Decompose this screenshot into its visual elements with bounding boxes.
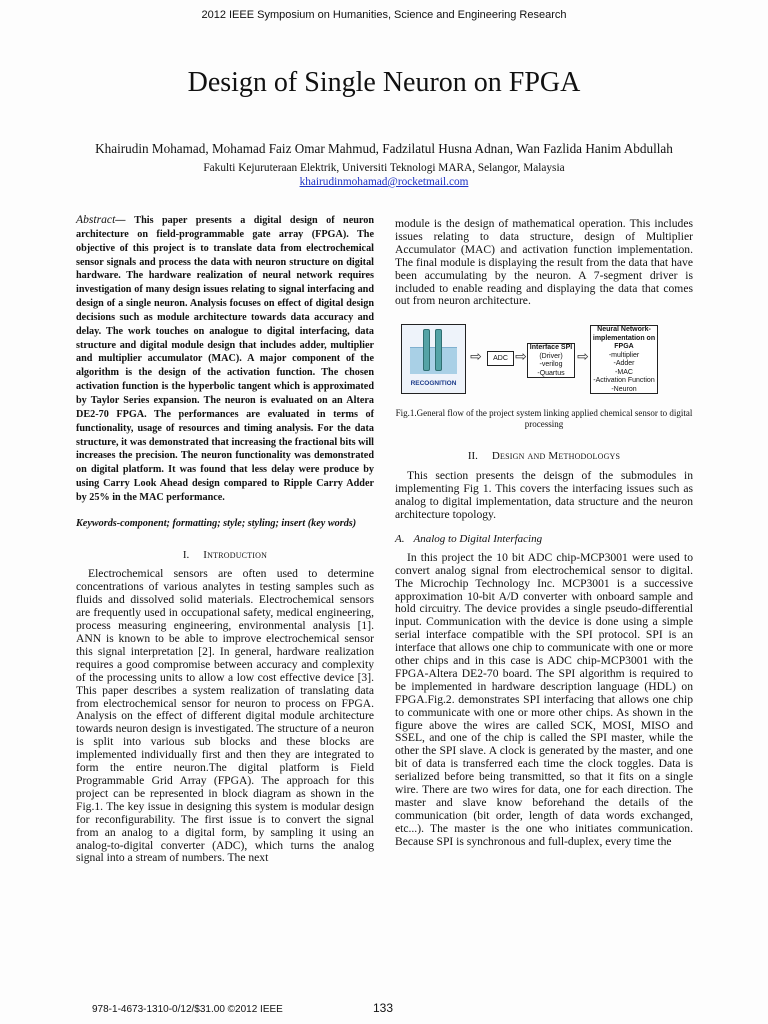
electrode-icon	[423, 329, 430, 371]
section-number: I.	[182, 548, 190, 561]
nn-line: implementation on	[592, 334, 656, 342]
neural-network-box	[590, 325, 658, 394]
interface-line: Interface SPI	[529, 344, 573, 352]
electrode-icon	[435, 329, 442, 371]
nn-line: -Adder	[613, 360, 635, 368]
subsection-a-paragraph: In this project the 10 bit ADC chip-MCP3001 were used to convert analog signal from electrochemical sensor to digital. The Microchip Technology Inc. MCP3001 is a successive approximation 10-bit A/D converter with onboard sample and hold circuitry. The device provides a single pseudo-differential input. Communication with the device is done using a simple serial interface compatible with the SPI protocol. SPI is an interface that allows one chip to communicate with one or more other chips and in this case is ADC chip-MCP3001 with the FPGA-Altera DE2-70 board. The SPI algorithm is required to be implemented in hardware description language (HDL) on FPGA.Fig.2. demonstrates SPI interfacing that allows one chip to communicate with one or more other chips. As shown in the figure above the wires are called SCK, MOSI, MISO and SSEL, and one of the chip is called the SPI master, while the other the SPI slave. A clock is generated by the master, and one bit of data is transferred each time the clock toggles. Data is serialized before being transmitted, so that it fits on a single wire. There are two wires for data, one for each direction. The master and slave know beforehand the details of the communication (bit order, length of data words exchanged, etc...). The master is the one who initiates communication. Because SPI is synchronous and full-duplex, every time the	[395, 550, 693, 848]
abstract-label: Abstract	[76, 213, 116, 226]
conference-header: 2012 IEEE Symposium on Humanities, Science and Engineering Research	[201, 9, 567, 21]
subsection-heading	[395, 533, 693, 546]
arrow-right-icon: ⇨	[515, 349, 527, 366]
adc-label: ADC	[493, 355, 508, 363]
arrow-right-icon: ⇨	[577, 349, 589, 366]
author-list: Khairudin Mohamad, Mohamad Faiz Omar Mahmud, Fadzilatul Husna Adnan, Wan Fazlida Hanim Abdullah	[95, 141, 673, 156]
arrow-right-icon: ⇨	[470, 349, 482, 366]
keywords: Keywords-component; formatting; style; styling; insert (key words)	[76, 517, 357, 529]
subsection-letter: A.	[395, 532, 405, 545]
author-email-link[interactable]: khairudinmohamad@rocketmail.com	[299, 176, 469, 188]
nn-line: -MAC	[615, 368, 633, 376]
subsection-title: Analog to Digital Interfacing	[413, 532, 543, 545]
adc-box	[487, 351, 514, 366]
nn-line: -Neuron	[611, 385, 637, 393]
nn-line: Neural Network-	[597, 326, 651, 334]
footer-isbn: 978-1-4673-1310-0/12/$31.00 ©2012 IEEE	[92, 1004, 283, 1015]
nn-line: -Activation Function	[593, 377, 655, 385]
interface-line: (Driver)	[539, 352, 563, 360]
section-title: Design and Methodologys	[491, 450, 621, 463]
abstract	[76, 214, 374, 505]
nn-line: FPGA	[614, 343, 634, 351]
interface-spi-box	[527, 343, 575, 378]
interface-line: -Quartus	[537, 369, 565, 377]
paper-title: Design of Single Neuron on FPGA	[187, 67, 581, 98]
beaker-liquid	[410, 347, 457, 374]
figure-1-block-diagram	[397, 324, 693, 394]
abstract-dash: —	[115, 215, 126, 226]
abstract-text: This paper presents a digital design of neuron architecture on field-programmable gate array (FPGA). The objective of this project is to translate data from electrochemical sensor signals and process the data with neuron structure on digital hardware. The hardware realization of neural network requires investigation of many design issues relating to signal interfacing and design of a single neuron. Analysis focuses on effect of digital design decisions such as module architecture towards data accuracy and delay. The work touches on analogue to digital interfacing, data structure and digital module design that includes adder, multiplier and multiplier accumulator (MAC). A major component of the algorithm is the design of the activation function. The chosen activation function is the hyperbolic tangent which is approximated by Taylor Series expansion. The neuron is evaluated on an Altera DE2-70 FPGA. The performances are evaluated in terms of functionality, usage of resources and timing analysis. For the data structure, it was demonstrated that increasing the fractional bits will increases the precision. The neuron functionality was demonstrated on digital platform. It was found that less delay were produce by using Carry Look Ahead design compared to Ripple Carry Adder by 25% in the MAC performance.	[76, 215, 374, 503]
intro-continued-paragraph: module is the design of mathematical operation. This includes issues relating to data structure, design of Multiplier Accumulator (MAC) and activation function implementation. The final module is displaying the result from the data that have been accumulating by the neuron. A 7-segment driver is included to enable reading and displaying the data that comes out from neuron architecture.	[395, 217, 693, 308]
affiliation: Fakulti Kejuruteraan Elektrik, Universiti Teknologi MARA, Selangor, Malaysia	[203, 162, 565, 174]
introduction-paragraph: Electrochemical sensors are often used to determine concentrations of various analytes in testing samples such as fluids and dissolved solid materials. Electrochemical sensors are frequently used in occupational safety, medical engineering, process measuring engineering, environmental analysis [1]. ANN is known to be able to improve electrochemical sensor this signal interpretation [2]. In general, hardware realization requires a good compromise between accuracy and complexity of the processing units to allow a low cost effective device [3]. This paper describes a system realization of translating data from electrochemical sensor for neuron to process on FPGA. Analysis on the effect of different digital module architecture towards neuron design is investigated. The structure of a neuron is split into various sub blocks and these blocks are implemented individually first and then they are integrated to form the entire neuron.The digital platform is Field Programmable Grid Array (FPGA). The approach for this project can be represented in block diagram as shown in the Fig.1. The key issue in designing this system is modular design for reconfigurability. The first issue is to convert the signal from an analog to a digital form, by sampling it using an analog-to-digital converter (ADC), which turns the analog signal into a stream of numbers. The next	[76, 567, 374, 865]
recognition-label: RECOGNITION	[410, 380, 457, 388]
right-column	[395, 218, 693, 849]
interface-line: -verilog	[539, 361, 563, 369]
page-number: 133	[373, 1001, 394, 1015]
left-column	[76, 214, 374, 865]
section-heading-introduction	[76, 549, 374, 562]
section-number: II.	[467, 450, 478, 463]
figure-1-caption: Fig.1.General flow of the project system linking applied chemical sensor to digital processing	[395, 408, 693, 429]
section2-paragraph: This section presents the deisgn of the submodules in implementing Fig 1. This covers the interfacing issues such as analog to digital implementation, data structure and the neuron architecture topology.	[395, 469, 693, 521]
recognition-box	[401, 324, 466, 394]
section-heading-design	[395, 450, 693, 463]
nn-line: -multiplier	[608, 351, 640, 359]
section-title: Introduction	[203, 548, 268, 561]
